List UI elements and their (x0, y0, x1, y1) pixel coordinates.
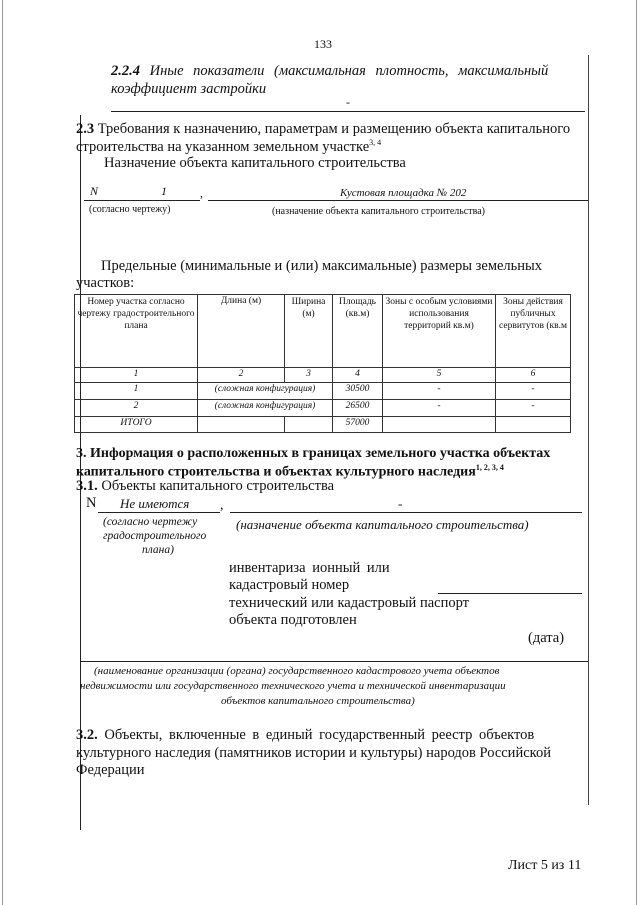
s23-caption-left: (согласно чертежу) (89, 204, 171, 215)
s23-number: 2.3 (76, 121, 95, 137)
header-easement-zones: Зоны действия публичных сервитутов (кв.м (496, 295, 571, 368)
s31-title-line (76, 478, 334, 495)
right-margin-line (588, 55, 589, 805)
header-width: Ширина (м) (285, 295, 333, 368)
table-total-row (75, 417, 571, 433)
row-configuration: (сложная конфигурация) (198, 400, 333, 417)
s31-number: 3.1. (76, 478, 98, 494)
plots-table (74, 294, 571, 433)
s31-inventory-1: инвентариза ионный или (229, 560, 390, 576)
row-easement: - (496, 400, 571, 417)
s23-line2 (76, 138, 381, 156)
s3-footnote-ref: 1, 2, 3, 4 (475, 463, 504, 472)
row-configuration: (сложная конфигурация) (198, 383, 333, 400)
total-empty (496, 417, 571, 433)
s31-inventory-4: объекта подготовлен (229, 612, 357, 628)
row-area: 30500 (333, 383, 383, 400)
s31-date-label: (дата) (528, 630, 565, 646)
index-cell: 6 (496, 368, 571, 383)
sheet-number: Лист 5 из 11 (508, 858, 582, 873)
index-cell: 2 (198, 368, 285, 383)
s3-number: 3. (76, 446, 87, 461)
s224-text1: Иные показатели (максимальная плотность, максимальный (149, 63, 549, 79)
s224-dash: - (346, 95, 350, 109)
index-cell: 1 (75, 368, 198, 383)
total-empty (198, 417, 285, 433)
header-length: Длина (м) (198, 295, 285, 368)
s31-org-caption-3: объектов капитального строительства) (221, 695, 415, 707)
s32-line2: культурного наследия (памятников истории и культуры) народов Российской (76, 745, 551, 761)
page-number: 133 (314, 37, 332, 51)
s31-org-caption-1: (наименование организации (органа) государственного кадастрового учета объектов (94, 665, 500, 677)
s224-underline (111, 111, 585, 112)
table-row (75, 400, 571, 417)
row-easement: - (496, 383, 571, 400)
s31-dash: - (398, 496, 403, 511)
header-special-zones: Зоны с особым условиями использования территорий кв.м) (383, 295, 496, 368)
total-empty (383, 417, 496, 433)
table-index-row (75, 368, 571, 383)
limits-line2: участков: (76, 275, 135, 291)
s31-inventory-3: технический или кадастровый паспорт (229, 595, 469, 611)
s31-title: Объекты капитального строительства (101, 478, 335, 494)
s3-text1: Информация о расположенных в границах земельного участка объектах (90, 446, 551, 461)
s23-line1 (76, 121, 570, 138)
s31-n-underline (98, 512, 220, 513)
s23-text1: Требования к назначению, параметрам и размещению объекта капитального (97, 121, 571, 137)
header-plot-number: Номер участка согласно чертежу градостроительного плана (75, 295, 198, 368)
s31-comma: , (220, 498, 224, 513)
row-number: 2 (75, 400, 198, 417)
s224-line1 (111, 63, 548, 80)
index-cell: 5 (383, 368, 496, 383)
scan-right-edge (636, 0, 637, 905)
s31-org-underline (80, 661, 588, 662)
s31-org-caption-2: недвижимости или государственного технического учета и технической инвентаризации (80, 680, 506, 692)
row-special-zone: - (383, 400, 496, 417)
s224-line2: коэффициент застройки (111, 81, 267, 97)
s23-purpose-value: Кустовая площадка № 202 (340, 187, 467, 199)
s32-line3: Федерации (76, 762, 145, 778)
s23-comma: , (200, 186, 203, 200)
s23-purpose-heading: Назначение объекта капитального строительства (104, 155, 406, 171)
s23-text2: строительства на указанном земельном участке (76, 138, 370, 155)
total-area: 57000 (333, 417, 383, 433)
s31-caption-left-2: градостроительного (103, 530, 207, 542)
limits-line1: Предельные (минимальные и (или) максимальные) размеры земельных (101, 258, 543, 274)
s31-cadastral-underline (438, 593, 582, 594)
s31-purpose-underline (230, 512, 582, 513)
total-label: ИТОГО (75, 417, 198, 433)
table-row (75, 383, 571, 400)
s23-purpose-underline (208, 200, 588, 201)
s32-number: 3.2. (76, 727, 98, 743)
s23-n-label: N (90, 184, 99, 198)
s23-caption-right: (назначение объекта капитального строительства) (272, 206, 485, 217)
row-area: 26500 (333, 400, 383, 417)
s23-footnote-ref: 3, 4 (369, 138, 382, 147)
scan-left-edge (2, 0, 3, 905)
s31-inventory-2: кадастровый номер (229, 577, 350, 593)
s31-n-value: Не имеются (120, 496, 190, 511)
s3-line1 (76, 446, 550, 462)
table-header-row (75, 295, 571, 368)
s31-caption-right: (назначение объекта капитального строительства) (236, 517, 529, 532)
s31-caption-left-3: плана) (142, 544, 174, 556)
index-cell: 4 (333, 368, 383, 383)
total-empty (285, 417, 333, 433)
index-cell: 3 (285, 368, 333, 383)
s31-n-label: N (86, 495, 97, 511)
s3-text2: капитального строительства и объектах культурного наследия (76, 464, 476, 480)
s32-text1: Объекты, включенные в единый государственный реестр объектов (104, 727, 535, 743)
s224-number: 2.2.4 (111, 63, 140, 79)
row-special-zone: - (383, 383, 496, 400)
row-number: 1 (75, 383, 198, 400)
s32-line1 (76, 727, 534, 744)
s23-n-underline (84, 200, 200, 201)
s23-n-value: 1 (161, 184, 167, 198)
s31-caption-left-1: (согласно чертежу (103, 516, 198, 528)
header-area: Площадь (кв.м) (333, 295, 383, 368)
